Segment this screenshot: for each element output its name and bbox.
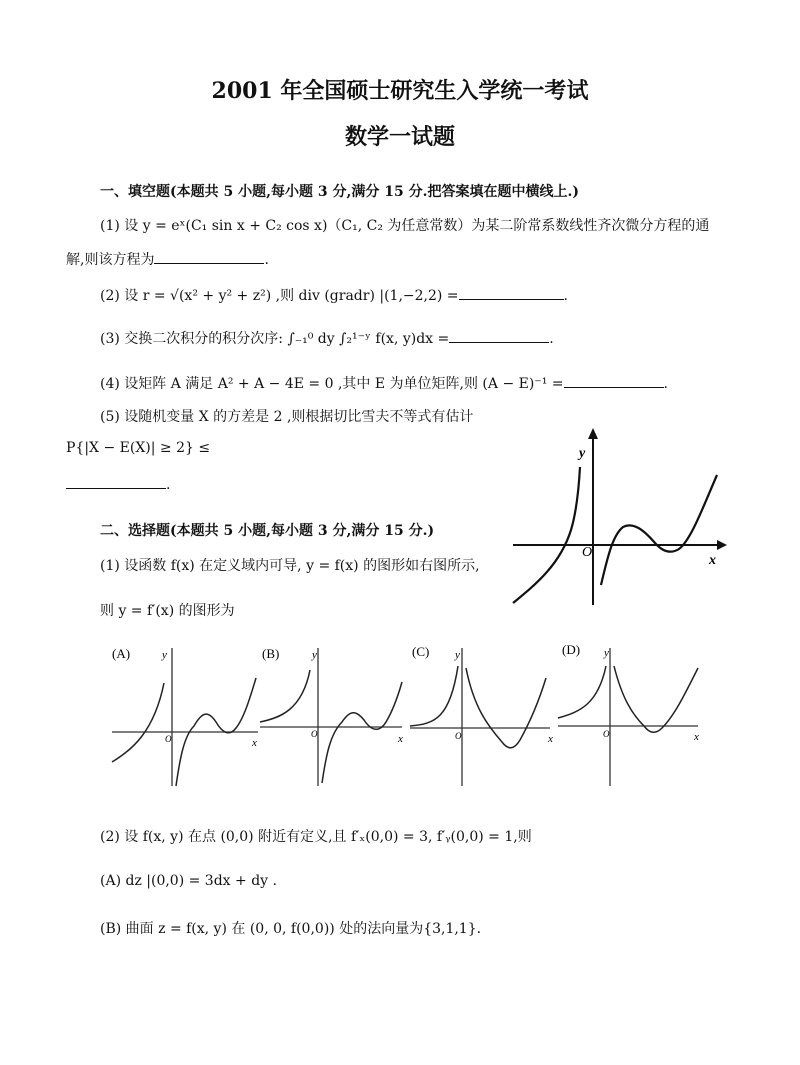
q5-fill-text-line2: P{|X − E(X)| ≥ 2} ≤	[66, 440, 211, 456]
page-title: 2001 年全国硕士研究生入学统一考试	[211, 78, 589, 104]
curve-right-branch	[601, 475, 717, 585]
q2-fill-text: (2) 设 r = √(x² + y² + z²) ,则 div (gradr) |(1,−2,2) = .	[100, 285, 568, 305]
q1-fill-text-line1: (1) 设 y = eˣ(C₁ sin x + C₂ cos x)（C₁, C₂ 为任意常数）为某二阶常系数线性齐次微分方程的通	[100, 218, 710, 234]
choice-q1-line1: (1) 设函数 f(x) 在定义域内可导, y = f(x) 的图形如右图所示,	[100, 558, 480, 574]
option-d-origin: O	[603, 729, 610, 739]
option-b-graph	[260, 646, 403, 786]
choice-q2-option-b: (B) 曲面 z = f(x, y) 在 (0, 0, f(0,0)) 处的法向量为{3,1,1}.	[100, 921, 482, 937]
page-subtitle: 数学一试题	[344, 124, 455, 150]
option-d-graph	[558, 642, 699, 786]
section2-heading: 二、选择题(本题共 5 小题,每小题 3 分,满分 15 分.)	[100, 523, 435, 539]
y-axis-arrow-icon	[588, 428, 598, 439]
option-d-y-label: y	[604, 647, 609, 659]
option-d-label: (D)	[562, 642, 581, 657]
function-graph	[505, 425, 735, 610]
option-a-x-label: x	[252, 737, 257, 749]
answer-blank	[66, 474, 166, 489]
curve-left-branch	[513, 467, 580, 603]
option-b-y-label: y	[312, 649, 317, 661]
option-b-label: (B)	[262, 646, 280, 661]
answer-blank	[449, 328, 549, 343]
y-axis-label: y	[579, 446, 586, 461]
answer-blank	[154, 249, 264, 264]
option-b-x-label: x	[398, 733, 403, 745]
option-a-y-label: y	[162, 649, 167, 661]
section1-heading: 一、填空题(本题共 5 小题,每小题 3 分,满分 15 分.把答案填在题中横线上.)	[100, 184, 579, 200]
choice-q2-option-a: (A) dz |(0,0) = 3dx + dy .	[100, 873, 277, 889]
origin-label: O	[582, 545, 593, 560]
x-axis-label: x	[709, 553, 716, 568]
option-b-origin: O	[311, 729, 318, 739]
choice-q2-line: (2) 设 f(x, y) 在点 (0,0) 附近有定义,且 f′ₓ(0,0) = 3, f′ᵧ(0,0) = 1,则	[100, 829, 532, 845]
q5-answer-line: .	[66, 474, 170, 493]
option-a-origin: O	[165, 734, 172, 744]
option-c-graph	[410, 644, 553, 786]
option-c-label: (C)	[412, 644, 430, 659]
option-d-x-label: x	[694, 731, 699, 743]
option-c-x-label: x	[548, 733, 553, 745]
x-axis-arrow-icon	[717, 540, 727, 550]
answer-blank	[564, 373, 664, 388]
q4-fill-text: (4) 设矩阵 A 满足 A² + A − 4E = 0 ,其中 E 为单位矩阵,则 (A − E)⁻¹ = .	[100, 373, 668, 393]
q5-fill-text-line1: (5) 设随机变量 X 的方差是 2 ,则根据切比雪夫不等式有估计	[100, 409, 474, 425]
option-c-y-label: y	[455, 649, 460, 661]
q1-fill-text-line2: 解,则该方程为 .	[66, 249, 269, 269]
option-graphs	[110, 638, 710, 790]
option-a-graph	[112, 646, 258, 786]
option-a-label: (A)	[112, 646, 131, 661]
q3-fill-text: (3) 交换二次积分的积分次序: ∫₋₁⁰ dy ∫₂¹⁻ʸ f(x, y)dx = .	[100, 328, 554, 348]
choice-q1-line2: 则 y = f′(x) 的图形为	[100, 603, 235, 619]
option-c-origin: O	[455, 731, 462, 741]
answer-blank	[459, 285, 564, 300]
